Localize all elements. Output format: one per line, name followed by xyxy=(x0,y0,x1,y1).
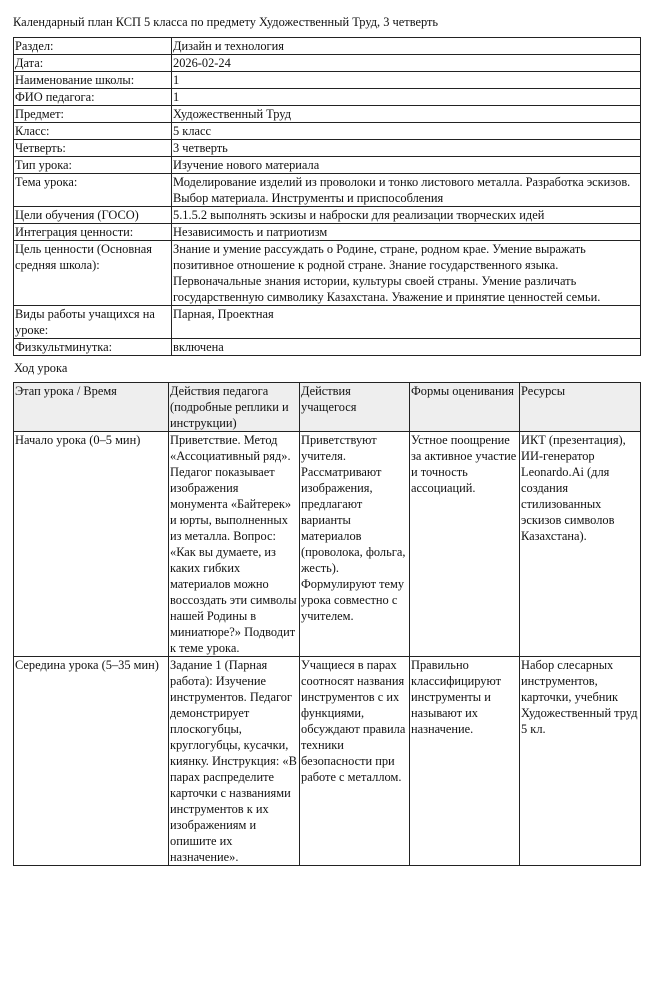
flow-cell: Приветствуют учителя. Рассматривают изображения, предлагают варианты материалов (проволока, фольга, жесть). Формулируют тему урока совместно с учителем. xyxy=(300,432,410,657)
info-value: 3 четверть xyxy=(172,140,641,157)
info-label: Цель ценности (Основная средняя школа): xyxy=(14,241,172,306)
info-value: 2026-02-24 xyxy=(172,55,641,72)
flow-cell: Учащиеся в парах соотносят названия инструментов с их функциями, обсуждают правила техники безопасности при работе с металлом. xyxy=(300,657,410,866)
info-label: Предмет: xyxy=(14,106,172,123)
info-value: 5.1.5.2 выполнять эскизы и наброски для реализации творческих идей xyxy=(172,207,641,224)
info-value: Изучение нового материала xyxy=(172,157,641,174)
info-row xyxy=(14,306,641,339)
flow-column-header: Действия педагога (подробные реплики и инструкции) xyxy=(169,383,300,432)
info-label: Виды работы учащихся на уроке: xyxy=(14,306,172,339)
info-label: Тип урока: xyxy=(14,157,172,174)
info-value: Моделирование изделий из проволоки и тонко листового металла. Разработка эскизов. Выбор материала. Инструменты и приспособления xyxy=(172,174,641,207)
info-value: 5 класс xyxy=(172,123,641,140)
info-row xyxy=(14,241,641,306)
info-value: Дизайн и технология xyxy=(172,38,641,55)
info-label: Физкультминутка: xyxy=(14,339,172,356)
flow-cell: Приветствие. Метод «Ассоциативный ряд». Педагог показывает изображения монумента «Байтерек» и юрты, выполненных из металла. Вопрос: «Как вы думаете, из каких гибких материалов можно воссоздать эти символы нашей Родины в миниатюре?» Подводит к теме урока. xyxy=(169,432,300,657)
info-row xyxy=(14,55,641,72)
info-value: 1 xyxy=(172,89,641,106)
lesson-flow-heading: Ход урока xyxy=(14,361,68,375)
info-row xyxy=(14,140,641,157)
info-row xyxy=(14,157,641,174)
flow-header-row xyxy=(14,383,641,432)
flow-row xyxy=(14,657,641,866)
info-value: включена xyxy=(172,339,641,356)
info-label: Раздел: xyxy=(14,38,172,55)
info-label: Цели обучения (ГОСО) xyxy=(14,207,172,224)
flow-cell: Устное поощрение за активное участие и точность ассоциаций. xyxy=(410,432,520,657)
info-label: Наименование школы: xyxy=(14,72,172,89)
lesson-flow-table xyxy=(13,382,641,866)
page-title: Календарный план КСП 5 класса по предмету Художественный Труд, 3 четверть xyxy=(13,15,439,29)
flow-cell: Набор слесарных инструментов, карточки, учебник Художественный труд 5 кл. xyxy=(520,657,641,866)
info-label: Интеграция ценности: xyxy=(14,224,172,241)
info-label: Класс: xyxy=(14,123,172,140)
info-row xyxy=(14,72,641,89)
info-row xyxy=(14,224,641,241)
info-value: Художественный Труд xyxy=(172,106,641,123)
flow-column-header: Действия учащегося xyxy=(300,383,410,432)
info-row xyxy=(14,89,641,106)
lesson-info-table xyxy=(13,37,641,356)
flow-cell: Задание 1 (Парная работа): Изучение инструментов. Педагог демонстрирует плоскогубцы, круглогубцы, кусачки, киянку. Инструкция: «В парах распределите карточки с названиями инструментов к их изображениям и опишите их назначение». xyxy=(169,657,300,866)
info-label: Дата: xyxy=(14,55,172,72)
flow-row xyxy=(14,432,641,657)
info-row xyxy=(14,174,641,207)
info-label: Тема урока: xyxy=(14,174,172,207)
info-label: ФИО педагога: xyxy=(14,89,172,106)
info-value: 1 xyxy=(172,72,641,89)
info-value: Парная, Проектная xyxy=(172,306,641,339)
flow-column-header: Этап урока / Время xyxy=(14,383,169,432)
info-row xyxy=(14,106,641,123)
flow-cell: ИКТ (презентация), ИИ-генератор Leonardo.Ai (для создания стилизованных эскизов символов Казахстана). xyxy=(520,432,641,657)
info-row xyxy=(14,339,641,356)
info-value: Знание и умение рассуждать о Родине, стране, родном крае. Умение выражать позитивное отношение к родной стране. Знание государственного языка. Первоначальные знания истории, культуры своей страны. Умение различать государственную символику Казахстана. Уважение и принятие ценностей семьи. xyxy=(172,241,641,306)
flow-cell: Начало урока (0–5 мин) xyxy=(14,432,169,657)
info-row xyxy=(14,38,641,55)
flow-column-header: Ресурсы xyxy=(520,383,641,432)
flow-cell: Правильно классифицируют инструменты и называют их назначение. xyxy=(410,657,520,866)
flow-cell: Середина урока (5–35 мин) xyxy=(14,657,169,866)
info-value: Независимость и патриотизм xyxy=(172,224,641,241)
flow-column-header: Формы оценивания xyxy=(410,383,520,432)
info-label: Четверть: xyxy=(14,140,172,157)
info-row xyxy=(14,207,641,224)
info-row xyxy=(14,123,641,140)
